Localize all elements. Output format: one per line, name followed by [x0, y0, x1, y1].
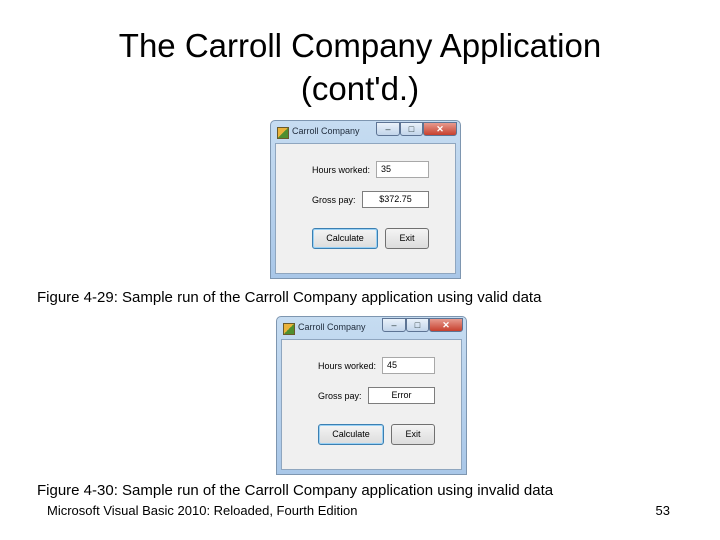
figure-caption: Figure 4-30: Sample run of the Carroll Company application using invalid data — [37, 482, 554, 499]
maximize-button[interactable]: □ — [406, 318, 429, 332]
window-title: Carroll Company — [298, 322, 366, 332]
gross-pay-output: Error — [368, 387, 435, 404]
hours-worked-label: Hours worked: — [312, 165, 371, 175]
page-number: 53 — [655, 503, 670, 518]
carroll-company-window-invalid — [276, 316, 467, 475]
close-button[interactable]: ✕ — [423, 122, 457, 136]
calculate-button[interactable]: Calculate — [312, 228, 378, 249]
close-button[interactable]: ✕ — [429, 318, 463, 332]
window-titlebar[interactable] — [271, 121, 460, 143]
figure-caption: Figure 4-29: Sample run of the Carroll Company application using valid data — [37, 289, 542, 306]
minimize-button[interactable]: – — [376, 122, 400, 136]
slide-title-line2: (cont'd.) — [300, 70, 420, 107]
form-client-area — [275, 143, 456, 274]
window-titlebar[interactable] — [277, 317, 466, 339]
hours-worked-input[interactable]: 35 — [376, 161, 429, 178]
exit-button[interactable]: Exit — [391, 424, 435, 445]
exit-button[interactable]: Exit — [385, 228, 429, 249]
hours-worked-input[interactable]: 45 — [382, 357, 435, 374]
gross-pay-output: $372.75 — [362, 191, 429, 208]
app-icon — [283, 323, 295, 335]
carroll-company-window-valid — [270, 120, 461, 279]
slide-title-line1: The Carroll Company Application — [118, 27, 602, 64]
hours-worked-label: Hours worked: — [318, 361, 377, 371]
gross-pay-label: Gross pay: — [318, 391, 362, 401]
window-title: Carroll Company — [292, 126, 360, 136]
footer-book-title: Microsoft Visual Basic 2010: Reloaded, Fourth Edition — [47, 503, 358, 518]
minimize-button[interactable]: – — [382, 318, 406, 332]
app-icon — [277, 127, 289, 139]
gross-pay-label: Gross pay: — [312, 195, 356, 205]
maximize-button[interactable]: □ — [400, 122, 423, 136]
calculate-button[interactable]: Calculate — [318, 424, 384, 445]
form-client-area — [281, 339, 462, 470]
slide-title — [0, 24, 720, 110]
